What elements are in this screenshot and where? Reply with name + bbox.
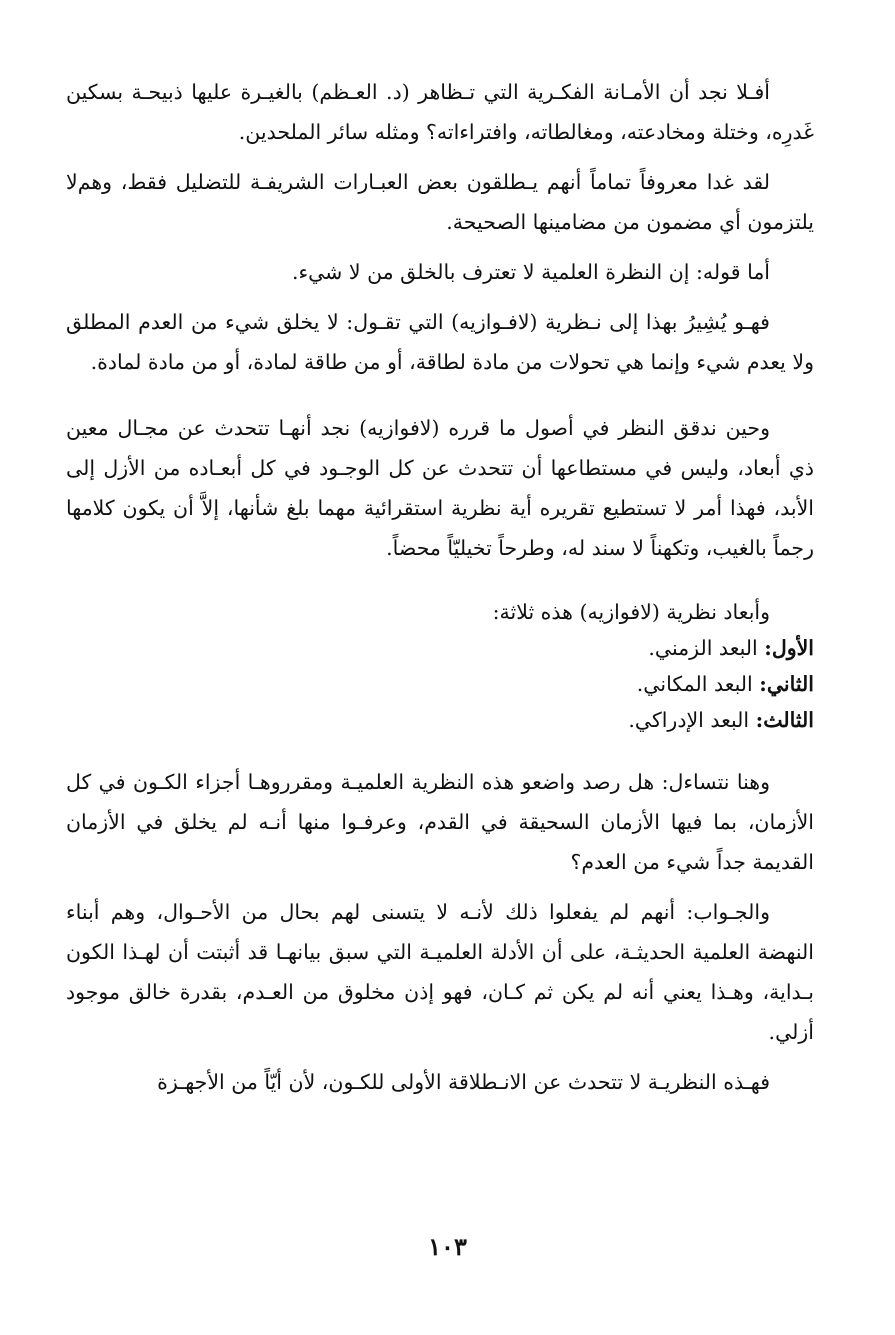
dimension-term-3: الثالث: — [755, 708, 814, 732]
dimension-term-2: الثاني: — [759, 672, 814, 696]
page-number: ١٠٣ — [428, 1232, 467, 1261]
paragraph-8-text: فهـذه النظريـة لا تتحدث عن الانـطلاقة الأولى للكـون، لأن أيّاً من الأجهـزة — [157, 1070, 770, 1094]
paragraph-1 — [66, 72, 814, 152]
dimension-item-3 — [66, 702, 814, 738]
dimension-term-1: الأول: — [764, 636, 814, 660]
paragraph-2 — [66, 162, 814, 242]
paragraph-5-text: وحين ندقق النظر في أصول ما قرره (لافوازيه) نجد أنهـا تتحدث عن مجـال معين ذي أبعاد، وليس في مستطاعها أن تتحدث عن كل الوجـود في كل أبعـاده من الأزل إلى الأبد، فهذا أمر لا تستطيع تقريره أية نظرية استقرائية مهما بلغ شأنها، إلاَّ أن يكون كلامها رجماً بالغيب، وتكهناً لا سند له، وطرحاً تخيليّاً محضاً. — [66, 416, 814, 560]
dimension-text-2: البعد المكاني. — [636, 672, 753, 696]
paragraph-7 — [66, 892, 814, 1052]
paragraph-8 — [66, 1062, 814, 1102]
dimensions-list — [66, 630, 814, 738]
paragraph-1-text: أفـلا نجد أن الأمـانة الفكـرية التي تـظاهر (د. العـظم) بالغيـرة عليها ذبيحـة بسكين غَدرِه، وختلة ومخادعته، ومغالطاته، وافتراءاته؟ ومثله سائر الملحدين. — [66, 80, 814, 144]
dimensions-intro: وأبعاد نظرية (لافوازيه) هذه ثلاثة: — [492, 600, 770, 624]
paragraph-2-text: لقد غدا معروفاً تماماً أنهم يـطلقون بعض العبـارات الشريفـة للتضليل فقط، وهم‌لا يلتزمون أي مضمون من مضامينها الصحيحة. — [66, 170, 814, 234]
page-body — [66, 72, 814, 1112]
dimension-text-1: البعد الزمني. — [648, 636, 758, 660]
paragraph-6 — [66, 762, 814, 882]
paragraph-7-text: والجـواب: أنهم لم يفعلوا ذلك لأنـه لا يتسنى لهم بحال من الأحـوال، وهم أبناء النهضة العلمية الحديثـة، على أن الأدلة العلميـة التي سبق بيانهـا قد أثبتت أن لهـذا الكون بـداية، وهـذا يعني أنه لم يكن ثم كـان، فهو إذن مخلوق من العـدم، بقدرة خالق موجود أزلي. — [66, 900, 814, 1044]
paragraph-6-text: وهنا نتساءل: هل رصد واضعو هذه النظرية العلميـة ومقرروهـا أجزاء الكـون في كل الأزمان، بما فيها الأزمان السحيقة في القدم، وعرفـوا منها أنـه لم يخلق في الأزمان القديمة جداً شيء من العدم؟ — [66, 770, 814, 874]
paragraph-3 — [66, 252, 814, 292]
paragraph-5 — [66, 408, 814, 568]
dimension-text-3: البعد الإدراكي. — [628, 708, 750, 732]
paragraph-4 — [66, 302, 814, 382]
dimension-item-2 — [66, 666, 814, 702]
dimension-item-1 — [66, 630, 814, 666]
paragraph-3-text: أما قوله: إن النظرة العلمية لا تعترف بالخلق من لا شيء. — [291, 260, 770, 284]
paragraph-4-text: فهـو يُشِيرُ بهذا إلى نـظرية (لافـوازيه) التي تقـول: لا يخلق شيء من العدم المطلق ولا يعدم شيء وإنما هي تحولات من مادة لطاقة، أو من طاقة لمادة، أو من مادة لمادة. — [66, 310, 814, 374]
